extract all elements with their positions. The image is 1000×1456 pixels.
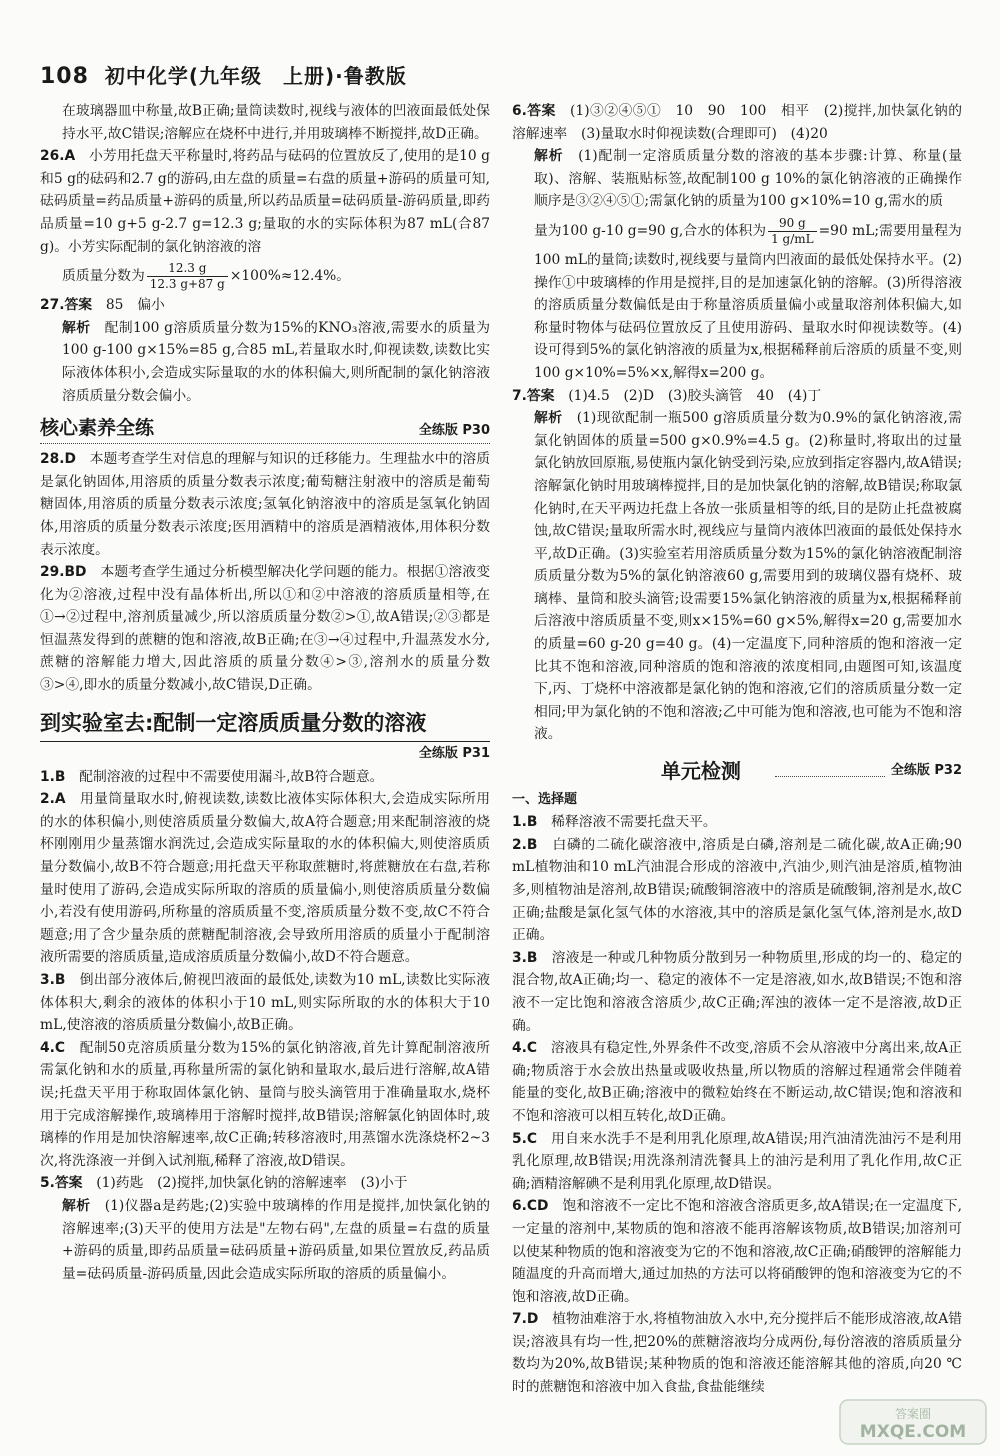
unit-q5 xyxy=(512,1128,962,1196)
lab-q2 xyxy=(40,788,490,969)
watermark-logo xyxy=(838,1398,988,1446)
section-page-ref: 全练版 P30 xyxy=(418,423,490,439)
lab-q6-analysis-label: 解析 xyxy=(534,148,564,165)
unit-q3-text: 溶液是一种或几种物质分散到另一种物质里,形成的均一的、稳定的混合物,故A正确;均一、稳定的液体不一定是溶液,如水,故B错误;不饱和溶液不一定比饱和溶液含溶质少,故C正确;浑浊的液体一定不是溶液,故D正确。 xyxy=(512,949,963,1034)
unit-section-page-ref: 全练版 P32 xyxy=(890,763,962,779)
lab-q6-fraction xyxy=(768,216,817,247)
lab-q6-analysis-cont: 100 mL的量筒;读数时,视线要与量筒内凹液面的最低处保持水平。(2)操作①中玻璃棒的作用是搅拌,目的是加速氯化钠的溶解。(3)所得溶液的溶质质量分数偏低是由于称量溶质质量偏小或量取溶剂体积偏大,如称量时物体与砝码位置放反了且使用游码、量取水时仰视读数等。(4)设可得到5%的氯化钠溶液的质量为x,根据稀释前后溶质的质量不变,则100 g×10%=5%×x,解得x=200 g。 xyxy=(534,251,962,381)
lab-q4 xyxy=(40,1037,490,1173)
unit-q3-number: 3.B xyxy=(512,949,538,966)
unit-q6 xyxy=(512,1195,962,1308)
lab-q7-analysis-label: 解析 xyxy=(534,410,563,427)
q29 xyxy=(40,561,490,697)
q27-analysis xyxy=(40,317,490,407)
unit-q6-number: 6.CD xyxy=(512,1198,549,1215)
q28-text: 本题考查学生对信息的理解与知识的迁移能力。生理盐水中的溶质是氯化钠固体,用溶质的质量分数表示浓度;葡萄糖注射液中的溶质是葡萄糖固体,用溶质的质量分数表示浓度;氢氧化钠溶液中的溶质是氢氧化钠固体,用溶质的质量分数表示浓度;医用酒精中的溶质是酒精液体,用体积分数表示浓度。 xyxy=(40,451,491,558)
q27-analysis-label: 解析 xyxy=(62,319,91,336)
q26-number: 26.A xyxy=(40,148,76,165)
lab-q6-number: 6.答案 xyxy=(512,103,556,119)
lab-section-page-ref: 全练版 P31 xyxy=(40,741,490,766)
lab-q6-analysis xyxy=(512,145,962,213)
lab-q6-formula-post: =90 mL;需要用量程为 xyxy=(818,222,962,239)
q27-number: 27.答案 xyxy=(40,297,93,314)
lab-q7-analysis xyxy=(512,407,962,746)
lab-q1-text: 配制溶液的过程中不需要使用漏斗,故B符合题意。 xyxy=(79,768,384,785)
page-header xyxy=(40,60,407,89)
lab-q6-frac-den: 1 g/mL xyxy=(771,231,814,246)
q26-formula xyxy=(40,258,490,294)
unit-q2-text: 白磷的二硫化碳溶液中,溶质是白磷,溶剂是二硫化碳,故A正确;90 mL植物油和10 mL汽油混合形成的溶液中,汽油少,则汽油是溶质,植物油多,则植物油是溶剂,故B错误;硫酸铜溶液中的溶质是硫酸铜,溶剂是水,故C正确;盐酸是氯化氢气体的水溶液,其中的溶质是氯化氢气体,溶剂是水,故D正确。 xyxy=(512,836,963,944)
lab-q5-answer xyxy=(40,1172,490,1195)
unit-q7 xyxy=(512,1308,962,1398)
lab-q6-formula-pre: 量为100 g-10 g=90 g,合水的体积为 xyxy=(534,222,767,239)
lab-q4-number: 4.C xyxy=(40,1039,65,1056)
right-column xyxy=(512,100,962,1399)
unit-q1-text: 稀释溶液不需要托盘天平。 xyxy=(551,814,717,831)
unit-q2 xyxy=(512,834,962,947)
q26-formula-pre: 质质量分数为 xyxy=(62,268,145,285)
section-unit-test xyxy=(512,760,962,783)
q26-formula-post: ×100%≈12.4%。 xyxy=(229,268,351,285)
q27-answer-text: 85 偏小 xyxy=(105,297,165,314)
lab-q5-analysis-text: (1)仪器a是药匙;(2)实验中玻璃棒的作用是搅拌,加快氯化钠的溶解速率;(3)天平的使用方法是"左物右码",左盘的质量=右盘的质量+游码的质量,即药品质量=砝码质量+游码质量,如果位置放反,药品质量=砝码质量-游码质量,因此会造成实际所取的溶质的质量偏小。 xyxy=(62,1197,491,1282)
lab-q7-answer xyxy=(512,385,962,408)
watermark-sub: 答案圈 xyxy=(894,1407,932,1421)
lab-q6-analysis-text: (1)配制一定溶质质量分数的溶液的基本步骤:计算、称量(量取)、溶解、装瓶贴标签,故配制100 g 10%的氯化钠溶液的正确操作顺序是③②④⑤①;需氯化钠的质量为100 g×10%=10 g,需水的质 xyxy=(534,148,963,210)
q26-frac-den: 12.3 g+87 g xyxy=(149,277,225,292)
unit-q2-number: 2.B xyxy=(512,836,538,853)
lab-q6-formula xyxy=(512,213,962,249)
lab-q2-text: 用量筒量取水时,俯视读数,读数比液体实际体积大,会造成实际所用的水的体积偏小,则使溶质质量分数偏大,故A符合题意;用来配制溶液的烧杯刚刚用少量蒸馏水润洗过,会造成实际量取的水的体积偏大,则使溶质质量分数偏小,故B不符合题意;用托盘天平称取蔗糖时,将蔗糖放在右盘,若称量时使用了游码,会造成实际所取的溶质的质量偏小,则使溶质质量分数偏小,若没有使用游码,所称量的溶质质量不变,溶质质量分数不变,故C不符合题意;用了含少量杂质的蔗糖配制溶液,会导致所用溶质的质量小于配制溶液所需要的溶质质量,造成溶质质量分数偏小,故D不符合题意。 xyxy=(40,791,491,966)
lab-q1-number: 1.B xyxy=(40,768,66,785)
unit-section-title: 单元检测 xyxy=(660,759,741,784)
unit-q1-number: 1.B xyxy=(512,814,538,831)
lab-q3-number: 3.B xyxy=(40,972,66,988)
q26-text: 小芳用托盘天平称量时,将药品与砝码的位置放反了,使用的是10 g和5 g的砝码和2.7 g的游码,由左盘的质量=右盘的质量+游码的质量可知,砝码质量=药品质量+游码的质量,所以药品质量=砝码质量-游码质量,即药品质量=10 g+5 g-2.7 g=12.3 g;量取的水的实际体积为87 mL(合87 g)。小芳实际配制的氯化钠溶液的溶 xyxy=(40,148,491,255)
lab-q3-text: 倒出部分液体后,俯视凹液面的最低处,读数为10 mL,读数比实际液体体积大,剩余的液体的体积小于10 mL,则实际所取的水的体积大于10 mL,使溶液的溶质质量分数偏小,故B正确。 xyxy=(40,972,491,1034)
q28-number: 28.D xyxy=(40,451,76,468)
lab-q6-answer xyxy=(512,100,962,145)
unit-q5-number: 5.C xyxy=(512,1130,537,1147)
q25-continuation: 在玻璃器皿中称量,故B正确;量筒读数时,视线与液体的凹液面最低处保持水平,故C错误;溶解应在烧杯中进行,并用玻璃棒不断搅拌,故D正确。 xyxy=(62,103,490,142)
unit-q7-text: 植物油难溶于水,将植物油放入水中,充分搅拌后不能形成溶液,故A错误;溶液具有均一性,把20%的蔗糖溶液均分成两份,每份溶液的溶质质量分数均为20%,故B错误;某种物质的饱和溶液还能溶解其他的溶质,向20 ℃时的蔗糖饱和溶液中加入食盐,食盐能继续 xyxy=(512,1311,962,1396)
lab-q2-number: 2.A xyxy=(40,791,66,808)
unit-q3 xyxy=(512,947,962,1037)
lab-q4-text: 配制50克溶质质量分数为15%的氯化钠溶液,首先计算配制溶液所需氯化钠和水的质量,再称量所需的氯化钠和量取水,最后进行溶解,故A错误;托盘天平用于称取固体氯化钠、量筒与胶头滴管用于准确量取水,烧杯用于完成溶解操作,玻璃棒用于溶解时搅拌,故B错误;溶解氯化钠固体时,玻璃棒的作用是加快溶解速率,故C正确;转移溶液时,用蒸馏水洗涤烧杯2~3次,将洗涤液一并倒入试剂瓶,稀释了溶液,故D错误。 xyxy=(40,1039,491,1169)
q28 xyxy=(40,448,490,561)
unit-q5-text: 用自来水洗手不是利用乳化原理,故A错误;用汽油清洗油污不是利用乳化原理,故B错误;用洗涤剂清洗餐具上的油污是利用了乳化作用,故C正确;酒精溶解碘不是利用乳化原理,故D错误。 xyxy=(512,1130,963,1192)
unit-q6-text: 饱和溶液不一定比不饱和溶液含溶质更多,故A错误;在一定温度下,一定量的溶剂中,某物质的饱和溶液不能再溶解该物质,故B错误;加溶剂可以使某种物质的饱和溶液变为它的不饱和溶液,故C正确;硝酸钾的溶解能力随温度的升高而增大,通过加热的方法可以将硝酸钾的饱和溶液变为它的不饱和溶液,故D正确。 xyxy=(512,1198,962,1305)
q29-text: 本题考查学生通过分析模型解决化学问题的能力。根据①溶液变化为②溶液,过程中没有晶体析出,所以①和②中溶液的溶质质量相等,在①→②过程中,溶剂质量减少,所以溶质质量分数②>①,故A错误;②③都是恒温蒸发得到的蔗糖的饱和溶液,故B正确;在③→④过程中,升温蒸发水分,蔗糖的溶解能力增大,因此溶质的质量分数④>③,溶剂水的质量分数③>④,即水的质量分数减小,故C错误,D正确。 xyxy=(40,564,491,694)
lab-q5-analysis-label: 解析 xyxy=(62,1197,91,1214)
q29-number: 29.BD xyxy=(40,564,87,581)
unit-q4-number: 4.C xyxy=(512,1040,537,1057)
page-number: 108 xyxy=(40,64,89,89)
lab-q6-frac-num: 90 g xyxy=(768,216,817,232)
lab-q7-number: 7.答案 xyxy=(512,387,555,404)
section-core-literacy xyxy=(40,413,490,444)
unit-q1 xyxy=(512,811,962,834)
lab-section-title: 到实验室去:配制一定溶质质量分数的溶液 xyxy=(40,710,427,735)
unit-q4-text: 溶液具有稳定性,外界条件不改变,溶质不会从溶液中分离出来,故A正确;物质溶于水会放出热量或吸收热量,所以物质的溶解过程通常会伴随着能量的变化,故B正确;溶液中的微粒始终在不断运动,故C错误;饱和溶液和不饱和溶液可以相互转化,故D正确。 xyxy=(512,1040,962,1124)
leader-dots xyxy=(775,776,885,777)
lab-q1 xyxy=(40,766,490,789)
lab-q7-answer-text: (1)4.5 (2)D (3)胶头滴管 40 (4)丁 xyxy=(568,387,822,404)
lab-q3 xyxy=(40,969,490,1037)
q26-frac-num: 12.3 g xyxy=(147,261,228,277)
q26-fraction xyxy=(147,261,228,292)
watermark-text: MXQE.COM xyxy=(859,1422,967,1442)
lab-q6-answer-text: (1)③②④⑤① 10 90 100 相平 (2)搅拌,加快氯化钠的溶解速率 (3)量取水时仰视读数(合理即可) (4)20 xyxy=(512,103,963,142)
book-title: 初中化学(九年级 上册)·鲁教版 xyxy=(104,64,407,88)
lab-q5-number: 5.答案 xyxy=(40,1175,83,1192)
q27-answer xyxy=(40,294,490,317)
lab-q7-analysis-text: (1)现欲配制一瓶500 g溶质质量分数为0.9%的氯化钠溶液,需氯化钠固体的质量=500 g×0.9%=4.5 g。(2)称量时,将取出的过量氯化钠放回原瓶,易使瓶内氯化钠受到污染,应放到指定容器内,故A错误;溶解氯化钠时用玻璃棒搅拌,目的是加快氯化钠的溶解,故B错误;称取氯化钠时,在天平两边托盘上各放一张质量相等的纸,目的是防止托盘被腐蚀,故C错误;量取所需水时,视线应与量筒内液体凹液面的最低处保持水平,故D正确。(3)实验室若用溶质质量分数为15%的氯化钠溶液配制溶质质量分数为5%的氯化钠溶液60 g,需要用到的玻璃仪器有烧杯、玻璃棒、量筒和胶头滴管;设需要15%氯化钠溶液的质量为x,根据稀释前后溶液中溶质质量不变,则x×15%=60 g×5%,解得x=20 g,需要加水的质量=60 g-20 g=40 g。(4)一定温度下,同种溶质的饱和溶液一定比其不饱和溶液,同种溶质的饱和溶液的浓度相同,由题图可知,该温度下,丙、丁烧杯中溶液都是氯化钠的饱和溶液,它们的溶质质量分数一定相同;甲为氯化钠的不饱和溶液;乙中可能为饱和溶液,也可能为不饱和溶液。 xyxy=(534,410,963,743)
unit-q7-number: 7.D xyxy=(512,1311,539,1328)
left-column xyxy=(40,100,490,1285)
part-heading: 一、选择题 xyxy=(512,791,578,807)
section-title: 核心素养全练 xyxy=(40,417,155,440)
unit-q4 xyxy=(512,1037,962,1127)
q26 xyxy=(40,145,490,258)
lab-q5-answer-text: (1)药匙 (2)搅拌,加快氯化钠的溶解速率 (3)小于 xyxy=(96,1175,408,1192)
q27-analysis-text: 配制100 g溶质质量分数为15%的KNO₃溶液,需要水的质量为100 g-100 g×15%=85 g,合85 mL,若量取水时,仰视读数,读数比实际液体体积小,会造成实际量取的水的体积偏大,则所配制的氯化钠溶液溶质质量分数会偏小。 xyxy=(62,319,491,404)
lab-q5-analysis xyxy=(40,1195,490,1285)
